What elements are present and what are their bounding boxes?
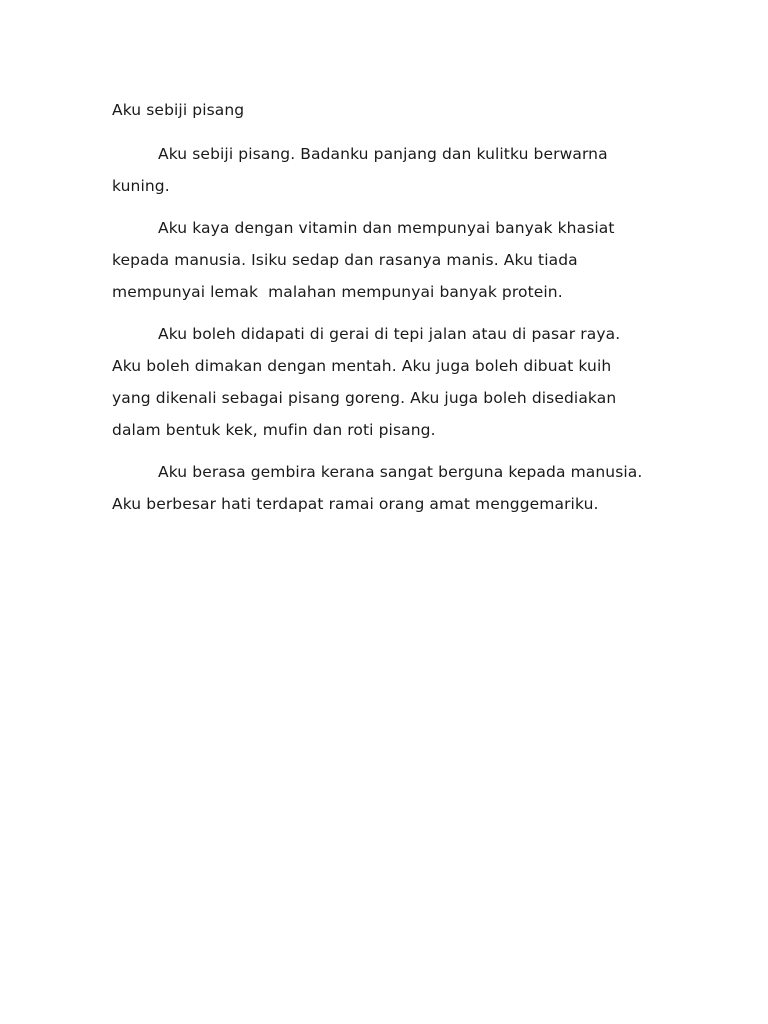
- document-title: Aku sebiji pisang: [112, 101, 245, 119]
- paragraph-1: [112, 138, 657, 202]
- paragraph-line: kepada manusia. Isiku sedap dan rasanya manis. Aku tiada: [112, 251, 578, 269]
- paragraph-2: [112, 212, 657, 308]
- paragraph-line: Aku kaya dengan vitamin dan mempunyai banyak khasiat: [158, 219, 615, 237]
- paragraph-3: [112, 318, 657, 446]
- paragraph-line: yang dikenali sebagai pisang goreng. Aku juga boleh disediakan: [112, 389, 617, 407]
- paragraph-line: Aku sebiji pisang. Badanku panjang dan kulitku berwarna: [158, 145, 608, 163]
- paragraph-line: dalam bentuk kek, mufin dan roti pisang.: [112, 421, 436, 439]
- paragraph-4: [112, 456, 657, 520]
- document-body: [112, 94, 657, 530]
- paragraph-line: Aku berasa gembira kerana sangat berguna kepada manusia.: [158, 463, 643, 481]
- paragraph-line: Aku boleh dimakan dengan mentah. Aku juga boleh dibuat kuih: [112, 357, 612, 375]
- paragraph-line: Aku berbesar hati terdapat ramai orang amat menggemariku.: [112, 495, 599, 513]
- paragraph-line: Aku boleh didapati di gerai di tepi jalan atau di pasar raya.: [158, 325, 621, 343]
- paragraph-line: mempunyai lemak malahan mempunyai banyak protein.: [112, 283, 563, 301]
- paragraph-line: kuning.: [112, 177, 170, 195]
